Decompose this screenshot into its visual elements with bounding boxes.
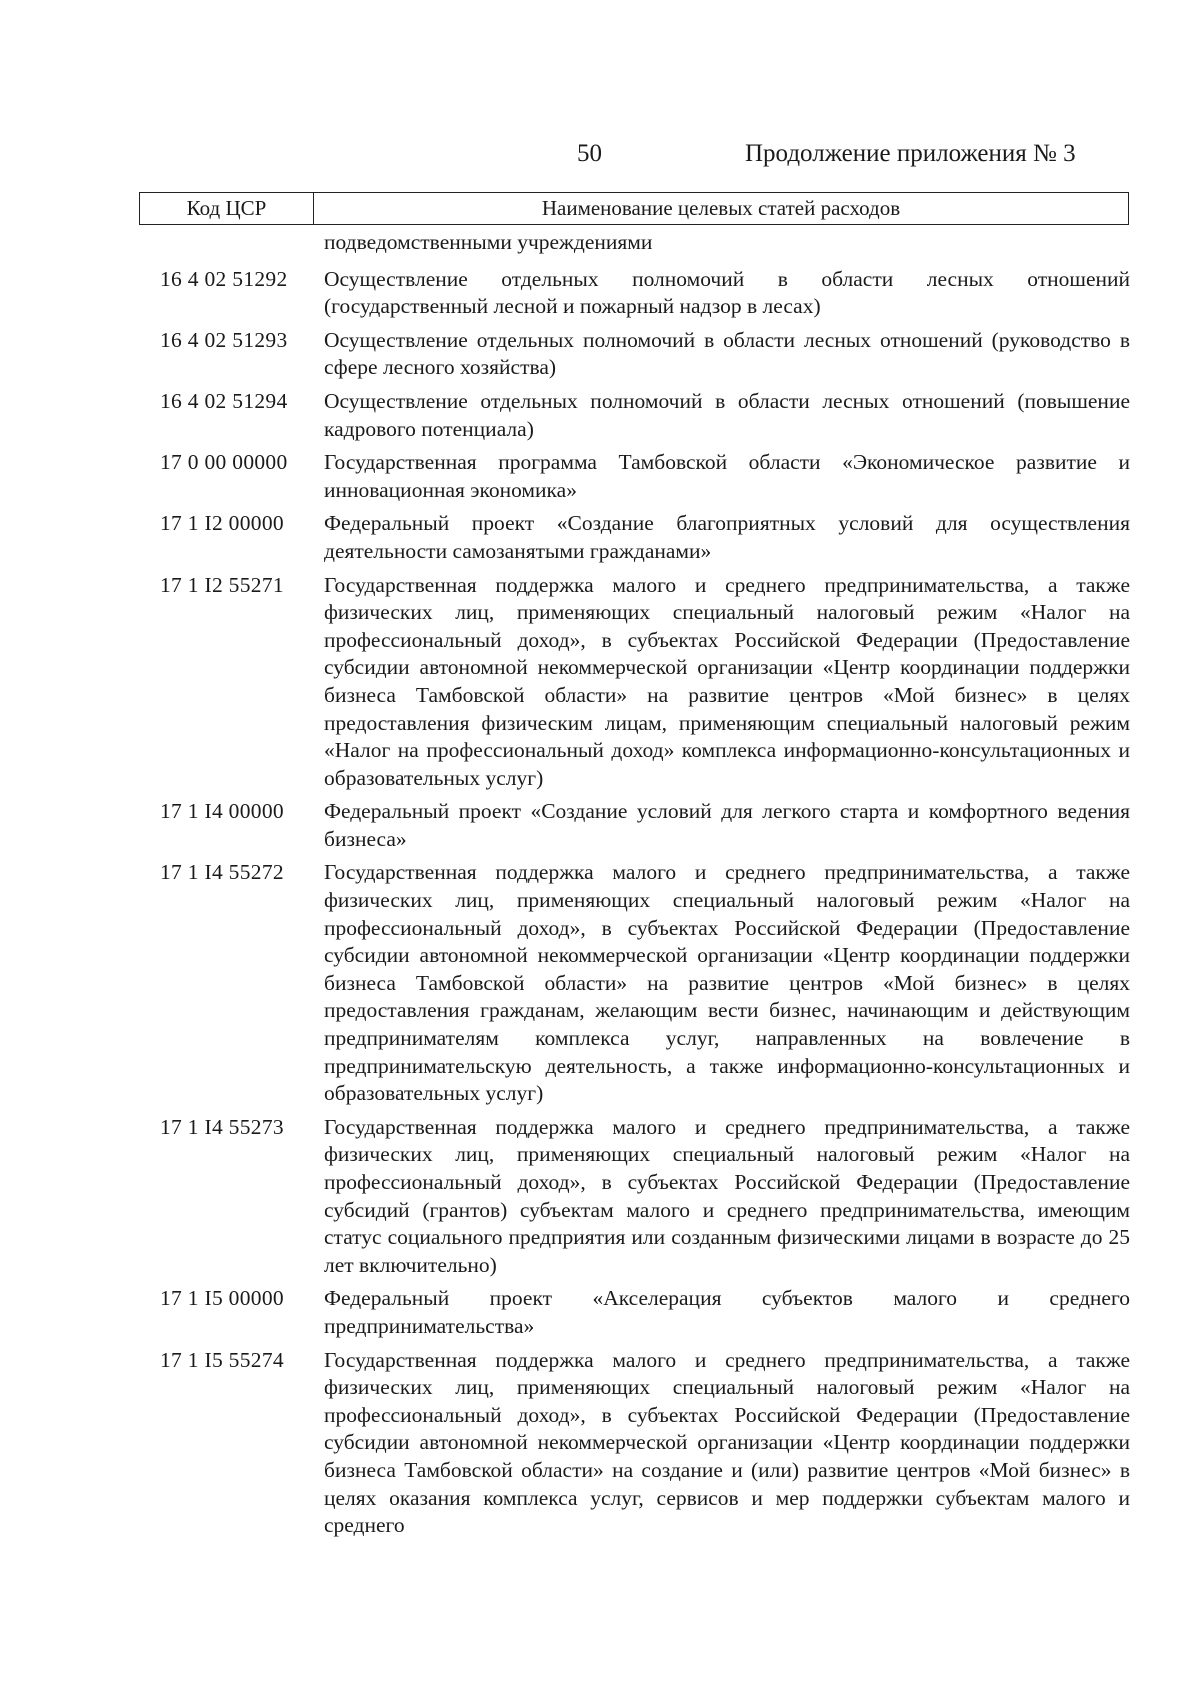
- column-header-code: Код ЦСР: [140, 193, 314, 224]
- row-code: 17 1 I4 55272: [160, 860, 284, 885]
- table-row: [160, 859, 1130, 1107]
- row-name: Осуществление отдельных полномочий в области лесных отношений (повышение кадрового потенциала): [324, 388, 1130, 441]
- row-code: 16 4 02 51292: [160, 266, 288, 291]
- table-row: [160, 388, 1130, 443]
- table-row: [160, 572, 1130, 793]
- row-name: Осуществление отдельных полномочий в области лесных отношений (государственный лесной и пожарный надзор в лесах): [324, 266, 1130, 319]
- table-row: [160, 229, 1130, 257]
- row-code: [160, 229, 324, 257]
- row-code: 16 4 02 51294: [160, 388, 288, 413]
- row-name: Федеральный проект «Создание благоприятных условий для осуществления деятельности самозанятыми гражданами»: [324, 511, 1130, 563]
- row-name: Государственная поддержка малого и среднего предпринимательства, а также физических лиц, применяющих специальный налоговый режим «Налог на профессиональный доход», в субъектах Российской Федерации (Предоставление субсидий (грантов) субъектам малого и среднего предпринимательства, имеющим статус социального предприятия или созданным физическими лицами в возрасте до 25 лет включительно): [324, 1114, 1130, 1277]
- table-row: [160, 798, 1130, 853]
- row-name: Осуществление отдельных полномочий в области лесных отношений (руководство в сфере лесного хозяйства): [324, 327, 1130, 380]
- row-code: 17 1 I5 55274: [160, 1347, 284, 1372]
- row-code: 17 1 I4 00000: [160, 799, 284, 824]
- row-code: 17 1 I2 00000: [160, 511, 284, 536]
- row-code: 17 1 I5 00000: [160, 1286, 284, 1311]
- row-code: 17 1 I2 55271: [160, 572, 284, 597]
- row-code: 17 0 00 00000: [160, 450, 288, 475]
- row-name: Федеральный проект «Акселерация субъектов малого и среднего предпринимательства»: [324, 1286, 1130, 1338]
- table-row: [160, 1285, 1130, 1340]
- table-row: [160, 1114, 1130, 1280]
- appendix-continuation-title: Продолжение приложения № 3: [745, 140, 1076, 167]
- table-row: [160, 510, 1130, 565]
- row-name: Государственная поддержка малого и среднего предпринимательства, а также физических лиц, применяющих специальный налоговый режим «Налог на профессиональный доход», в субъектах Российской Федерации (Предоставление субсидии автономной некоммерческой организации «Центр координации поддержки бизнеса Тамбовской области» на создание и (или) развитие центров «Мой бизнес» в целях оказания комплекса услуг, сервисов и мер поддержки субъектам малого и среднего: [324, 1347, 1130, 1538]
- table-row: [160, 327, 1130, 382]
- table-body: [160, 229, 1130, 1546]
- row-name: Государственная поддержка малого и среднего предпринимательства, а также физических лиц, применяющих специальный налоговый режим «Налог на профессиональный доход», в субъектах Российской Федерации (Предоставление субсидии автономной некоммерческой организации «Центр координации поддержки бизнеса Тамбовской области» на развитие центров «Мой бизнес» в целях предоставления физическим лицам, применяющим специальный налоговый режим «Налог на профессиональный доход» комплекса информационно-консультационных и образовательных услуг): [324, 572, 1130, 790]
- table-header: [139, 192, 1129, 225]
- row-name: подведомственными учреждениями: [324, 230, 653, 254]
- column-header-name: Наименование целевых статей расходов: [541, 196, 901, 220]
- page-number: 50: [577, 140, 602, 167]
- table-row: [160, 449, 1130, 504]
- table-row: [160, 266, 1130, 321]
- row-name: Государственная поддержка малого и среднего предпринимательства, а также физических лиц, применяющих специальный налоговый режим «Налог на профессиональный доход», в субъектах Российской Федерации (Предоставление субсидии автономной некоммерческой организации «Центр координации поддержки бизнеса Тамбовской области» на развитие центров «Мой бизнес» в целях предоставления гражданам, желающим вести бизнес, начинающим и действующим предпринимателям комплекса услуг, направленных на вовлечение в предпринимательскую деятельность, а также информационно-консультационных и образовательных услуг): [324, 860, 1130, 1106]
- row-name: Федеральный проект «Создание условий для легкого старта и комфортного ведения бизнеса»: [324, 799, 1130, 851]
- row-name: Государственная программа Тамбовской области «Экономическое развитие и инновационная экономика»: [324, 450, 1130, 502]
- row-code: 17 1 I4 55273: [160, 1114, 284, 1139]
- table-row: [160, 1347, 1130, 1540]
- row-code: 16 4 02 51293: [160, 327, 288, 352]
